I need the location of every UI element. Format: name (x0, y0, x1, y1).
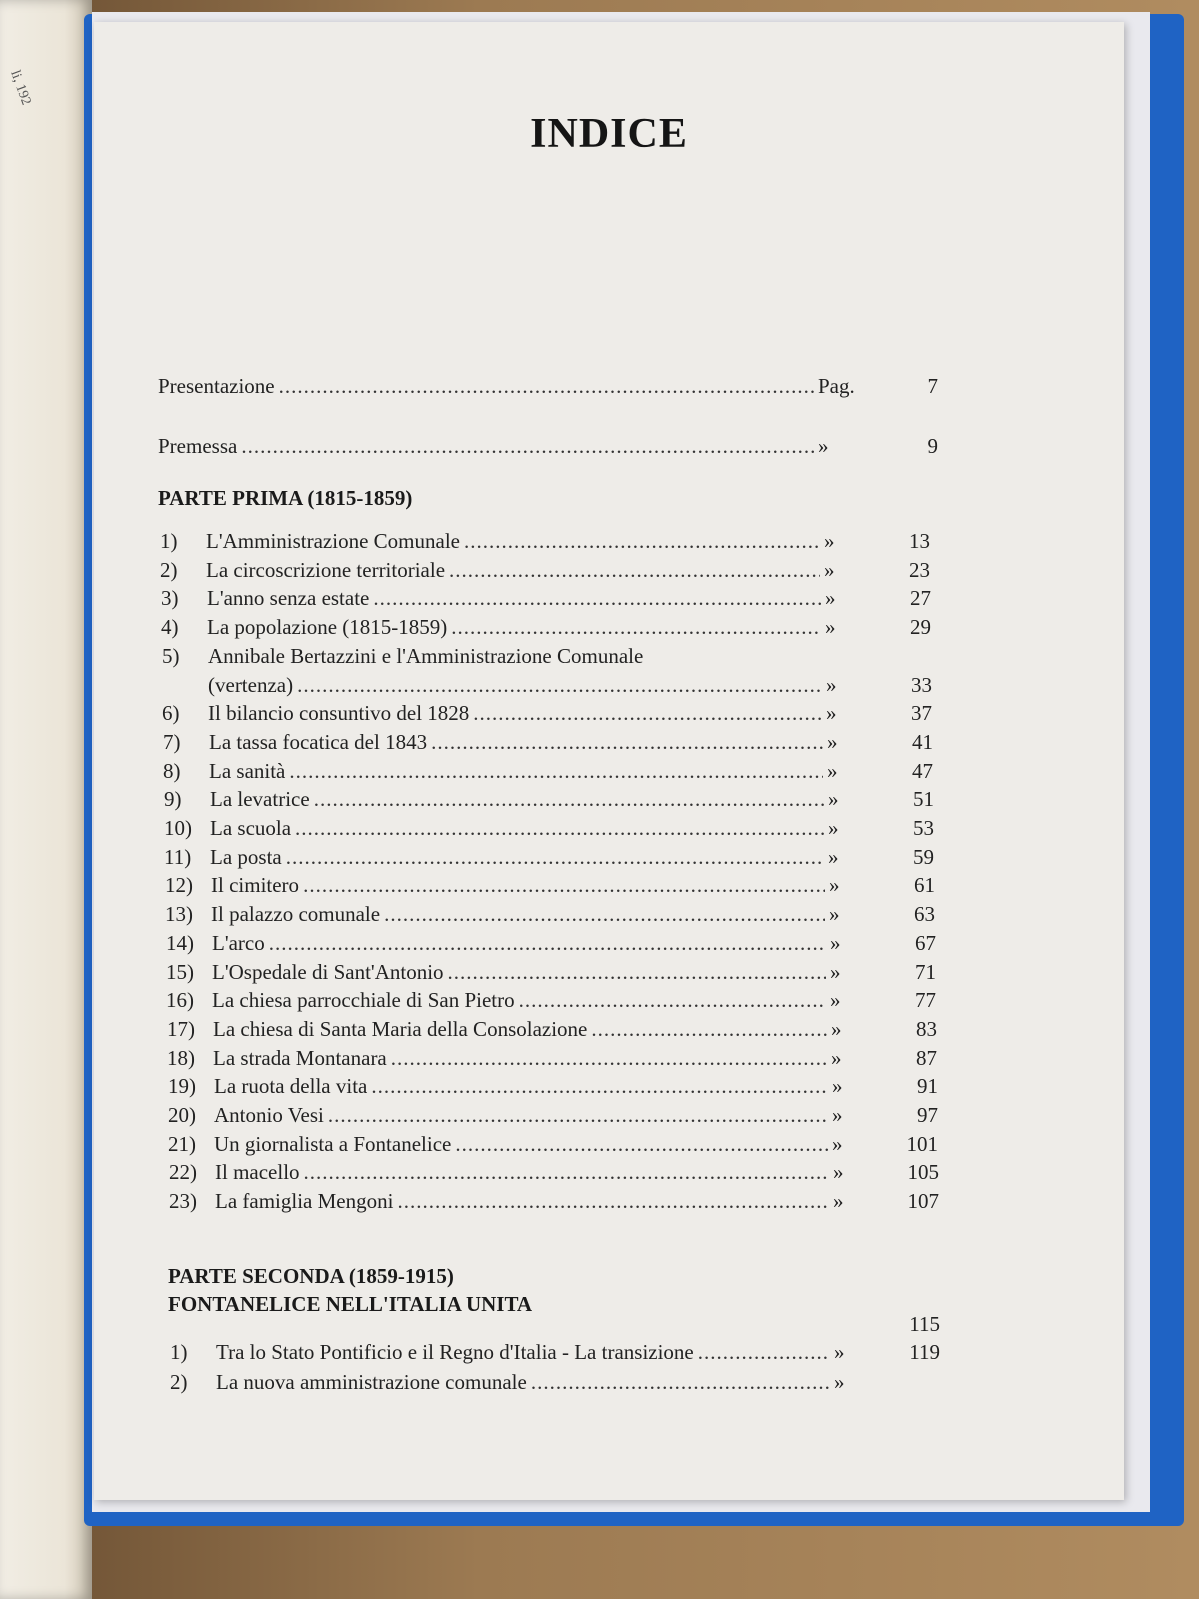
entry-title: Il cimitero (211, 873, 300, 898)
toc-entry[interactable] (161, 584, 931, 612)
entry-title: La nuova amministrazione comunale (216, 1370, 527, 1394)
entry-page-marker: » (824, 557, 835, 582)
entry-page-marker: » (829, 873, 840, 898)
entry-number: 7) (163, 729, 181, 754)
entry-page-marker: » (831, 1045, 842, 1070)
toc-entry[interactable] (160, 527, 930, 555)
entry-page-marker: » (827, 729, 838, 754)
entry-number: 22) (169, 1160, 197, 1185)
entry-page-number: 13 (909, 529, 930, 553)
entry-title: Il macello (215, 1160, 300, 1185)
entry-page-marker: » (818, 434, 829, 458)
entry-page-marker: » (830, 959, 841, 984)
dot-leader (448, 958, 826, 986)
standalone-page-number: 115 (909, 1312, 940, 1336)
entry-page-number: 9 (927, 434, 938, 458)
entry-number: 20) (168, 1103, 196, 1127)
entry-page-number: 97 (917, 1103, 938, 1127)
dot-leader (286, 843, 824, 871)
dot-leader (519, 986, 826, 1014)
entry-title: La popolazione (1815-1859) (207, 615, 448, 640)
dot-leader (241, 432, 814, 460)
entry-page-marker: » (834, 1340, 845, 1364)
entry-page-marker: » (833, 1160, 844, 1185)
entry-number: 14) (166, 930, 194, 955)
entry-page-marker: » (833, 1189, 844, 1214)
toc-entry[interactable] (168, 1072, 938, 1100)
toc-entry[interactable] (163, 728, 933, 756)
toc-entry[interactable] (167, 1044, 937, 1072)
entry-number: 9) (164, 787, 182, 812)
entry-page-number: 83 (916, 1016, 937, 1041)
dot-leader (314, 785, 824, 813)
entry-title: (vertenza) (208, 672, 294, 697)
entry-page-number: 59 (913, 844, 934, 869)
entry-number: 13) (165, 902, 193, 927)
entry-number: 11) (164, 844, 192, 869)
entry-page-marker: » (826, 672, 837, 697)
entry-page-marker: » (827, 758, 838, 783)
entry-number: 21) (168, 1131, 196, 1156)
toc-entry[interactable] (158, 432, 938, 460)
left-page (0, 0, 92, 1599)
entry-page-marker: » (825, 615, 836, 640)
entry-title: La scuola (210, 816, 292, 840)
entry-title: Il bilancio consuntivo del 1828 (208, 701, 470, 726)
entry-page-number: 71 (915, 959, 936, 984)
entry-number: 8) (163, 758, 181, 783)
dot-leader (295, 814, 824, 842)
entry-page-number: 61 (914, 873, 935, 898)
entry-page-marker: » (832, 1074, 843, 1099)
dot-leader (531, 1368, 830, 1396)
dot-leader (698, 1338, 830, 1366)
dot-leader (391, 1044, 827, 1072)
entry-page-marker: » (830, 930, 841, 955)
toc-entry[interactable] (165, 871, 935, 899)
entry-number: 12) (165, 873, 193, 898)
entry-title: La tassa focatica del 1843 (209, 729, 428, 754)
toc-entry[interactable] (163, 757, 933, 785)
entry-number: 1) (170, 1340, 188, 1364)
toc-entry[interactable] (169, 1158, 939, 1186)
entry-number: 6) (162, 701, 180, 726)
dot-leader (279, 372, 814, 400)
toc-entry[interactable] (169, 1187, 939, 1215)
dot-leader (297, 671, 822, 699)
entry-page-marker: » (828, 844, 839, 869)
entry-title: La famiglia Mengoni (215, 1189, 394, 1214)
entry-title: La strada Montanara (213, 1045, 387, 1070)
entry-page-number: 7 (927, 374, 938, 398)
index-page (94, 22, 1124, 1500)
toc-entry[interactable] (168, 1130, 938, 1158)
entry-page-number: 107 (907, 1189, 939, 1214)
entry-page-number: 101 (906, 1131, 938, 1156)
entry-page-number: 87 (916, 1045, 937, 1070)
toc-entry[interactable] (164, 785, 934, 813)
dot-leader (303, 871, 825, 899)
entry-number: 3) (161, 586, 179, 611)
toc-entry[interactable] (166, 958, 936, 986)
entry-number: 2) (160, 557, 178, 582)
entry-title: La chiesa di Santa Maria della Consolazione (213, 1016, 588, 1041)
entry-page-number: 63 (914, 902, 935, 927)
entry-page-number: 77 (915, 988, 936, 1013)
dot-leader (464, 527, 820, 555)
entry-number: 18) (167, 1045, 195, 1070)
dot-leader (289, 757, 823, 785)
toc-entry[interactable] (168, 1101, 938, 1129)
entry-page-marker: » (830, 988, 841, 1013)
entry-page-number: 47 (912, 758, 933, 783)
entry-page-marker: » (825, 586, 836, 611)
part-two-heading: PARTE SECONDA (1859-1915) (168, 1264, 454, 1288)
entry-number: 4) (161, 615, 179, 640)
entry-title: Il palazzo comunale (211, 902, 381, 927)
entry-page-number: 105 (907, 1160, 939, 1185)
toc-entry[interactable] (162, 642, 932, 670)
entry-page-number: 91 (917, 1074, 938, 1099)
entry-page-number: 41 (912, 729, 933, 754)
entry-number: 23) (169, 1189, 197, 1214)
entry-title: La circoscrizione territoriale (206, 557, 446, 582)
toc-entry[interactable] (162, 699, 932, 727)
part-two-subheading: FONTANELICE NELL'ITALIA UNITA (168, 1292, 533, 1316)
dot-leader (449, 556, 820, 584)
entry-title: La posta (210, 844, 282, 869)
dot-leader (304, 1158, 829, 1186)
entry-page-number: 29 (910, 615, 931, 640)
entry-page-marker: » (828, 787, 839, 812)
entry-page-marker: » (832, 1131, 843, 1156)
entry-page-marker: » (834, 1370, 845, 1394)
entry-page-marker: » (826, 701, 837, 726)
entry-page-marker: » (828, 816, 839, 840)
entry-title: Un giornalista a Fontanelice (214, 1131, 452, 1156)
dot-leader (373, 584, 821, 612)
entry-number: 16) (166, 988, 194, 1013)
entry-page-number: 53 (913, 816, 934, 840)
entry-title: La ruota della vita (214, 1074, 368, 1099)
toc-entry[interactable] (162, 671, 932, 699)
entry-title: Presentazione (158, 374, 275, 398)
entry-title: Tra lo Stato Pontificio e il Regno d'Italia - La transizione (216, 1340, 694, 1364)
entry-number: 2) (170, 1370, 188, 1394)
toc-entry[interactable] (164, 843, 934, 871)
toc-entry[interactable] (158, 372, 938, 400)
toc-entry[interactable] (167, 1015, 937, 1043)
entry-page-number: 33 (911, 672, 932, 697)
dot-leader (397, 1187, 829, 1215)
toc-entry[interactable] (170, 1338, 940, 1366)
dot-leader (328, 1101, 828, 1129)
entry-page-number: 119 (909, 1340, 940, 1364)
toc-entry[interactable] (165, 900, 935, 928)
dot-leader (371, 1072, 828, 1100)
entry-page-number: 27 (910, 586, 931, 611)
toc-entry[interactable] (170, 1368, 940, 1396)
entry-title: Premessa (158, 434, 238, 458)
entry-title: Annibale Bertazzini e l'Amministrazione Comunale (208, 643, 644, 668)
entry-number: 15) (166, 959, 194, 984)
entry-title: Antonio Vesi (214, 1103, 324, 1127)
entry-page-marker: » (824, 529, 835, 553)
entry-number: 1) (160, 529, 178, 553)
entry-page-number: 23 (909, 557, 930, 582)
toc-entry[interactable] (160, 556, 930, 584)
dot-leader (384, 900, 825, 928)
entry-title: La sanità (209, 758, 286, 783)
entry-number: 10) (164, 816, 192, 840)
entry-page-number: 67 (915, 930, 936, 955)
entry-page-marker: » (832, 1103, 843, 1127)
page-title: INDICE (530, 111, 688, 157)
entry-page-marker: » (829, 902, 840, 927)
entry-title: La levatrice (210, 787, 310, 812)
toc-entry[interactable] (166, 929, 936, 957)
dot-leader (473, 699, 822, 727)
handwritten-note: li, 192 (7, 68, 34, 108)
entry-title: La chiesa parrocchiale di San Pietro (212, 988, 515, 1013)
dot-leader (431, 728, 823, 756)
entry-page-marker: » (831, 1016, 842, 1041)
toc-entry[interactable] (161, 613, 931, 641)
entry-number: 17) (167, 1016, 195, 1041)
toc-entry[interactable] (166, 986, 936, 1014)
entry-page-marker: Pag. (818, 374, 855, 398)
entry-number: 19) (168, 1074, 196, 1099)
part-one-heading: PARTE PRIMA (1815-1859) (158, 486, 413, 510)
toc-entry[interactable] (164, 814, 934, 842)
entry-page-number: 37 (911, 701, 932, 726)
entry-title: L'arco (212, 930, 265, 955)
entry-title: L'Amministrazione Comunale (206, 529, 460, 553)
dot-leader (455, 1130, 828, 1158)
entry-title: L'Ospedale di Sant'Antonio (212, 959, 444, 984)
dot-leader (269, 929, 826, 957)
dot-leader (451, 613, 821, 641)
entry-title: L'anno senza estate (207, 586, 370, 611)
entry-number: 5) (162, 643, 180, 668)
entry-page-number: 51 (913, 787, 934, 812)
dot-leader (591, 1015, 827, 1043)
